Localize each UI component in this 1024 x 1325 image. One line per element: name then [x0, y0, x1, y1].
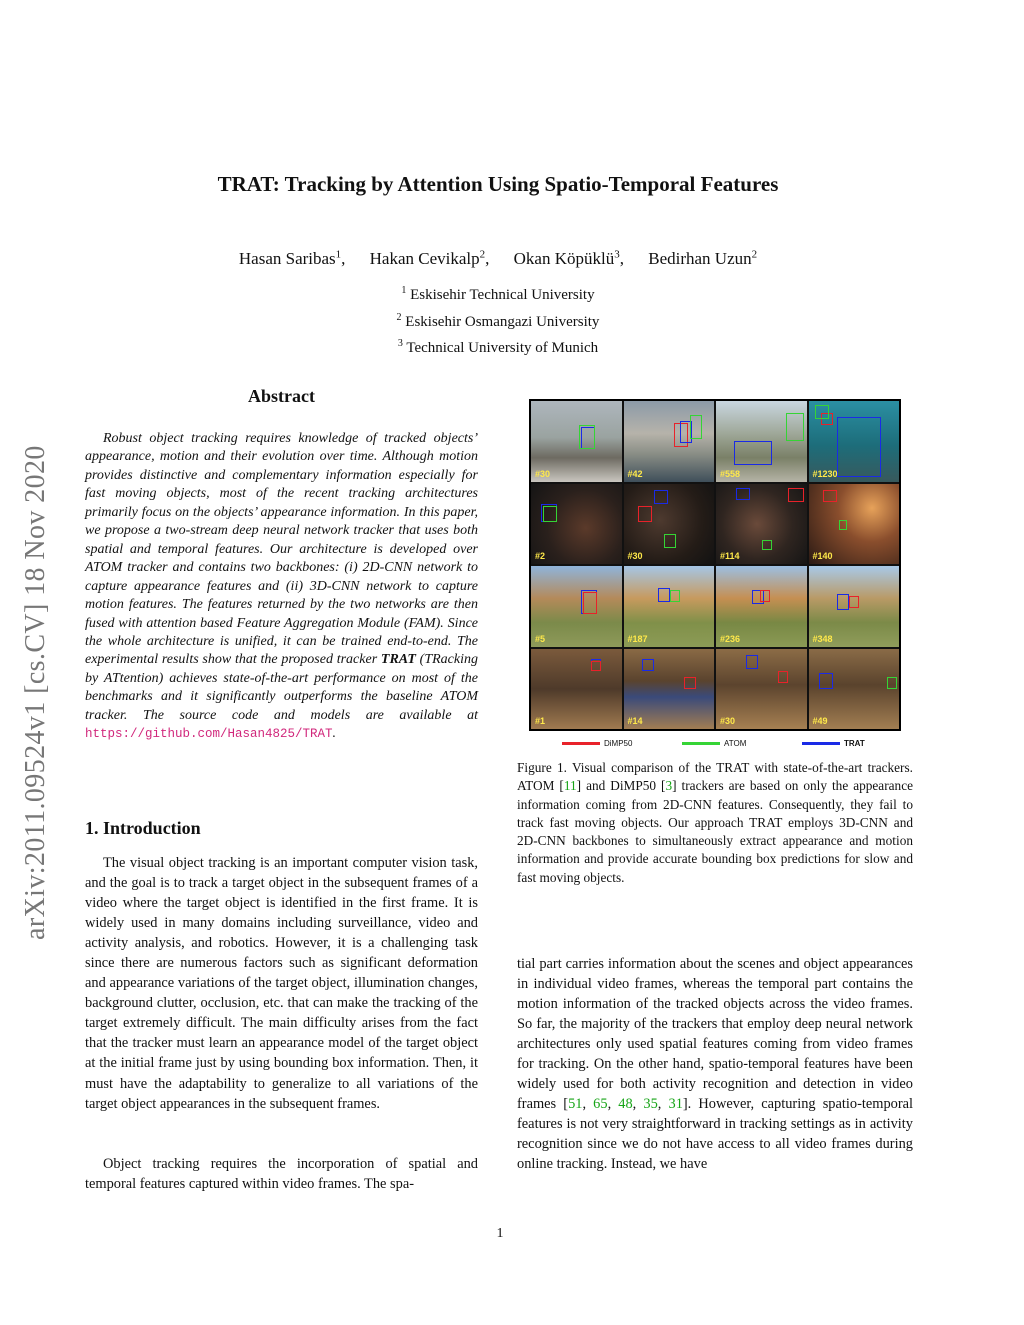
- bbox-dimp50: [760, 590, 770, 602]
- bbox-trat: [736, 488, 750, 500]
- bbox-atom: [839, 520, 847, 530]
- frame-tile: [531, 649, 622, 730]
- bbox-dimp50: [823, 490, 837, 502]
- frame-tile: [624, 649, 715, 730]
- legend-item-dimp50: [562, 739, 632, 748]
- frame-number: #187: [627, 633, 648, 644]
- author: [370, 249, 490, 268]
- frame-tile: [531, 401, 622, 482]
- bbox-atom: [786, 413, 804, 441]
- abstract-heading: Abstract: [248, 386, 315, 406]
- body-part: tial part carries information about the scenes and object appearances in individual video frames, whereas the temporal part contains the motion information of the tracked objects across the video frames. So far, the majority of the trackers that employ deep neural network architectures only used spatial features coming from video frames for tracking. On the other hand, spatio-temporal features have been widely used for both activity recognition and detection in video frames [: [517, 956, 913, 1113]
- bbox-dimp50: [778, 671, 788, 683]
- author: [648, 249, 757, 268]
- abstract-part: .: [332, 726, 337, 742]
- bbox-dimp50: [788, 488, 804, 502]
- affiliation-list: [80, 280, 916, 360]
- affil-index: 2: [396, 311, 402, 323]
- frame-tile: [809, 484, 900, 565]
- figure-1-image-grid: [529, 399, 901, 731]
- author-name: Bedirhan Uzun: [648, 248, 752, 268]
- bbox-atom: [670, 590, 680, 602]
- frame-tile: [809, 401, 900, 482]
- bbox-atom: [815, 405, 829, 419]
- legend-label: DiMP50: [604, 739, 633, 748]
- author-list: [80, 248, 916, 269]
- legend-label: TRAT: [844, 739, 865, 748]
- frame-number: #30: [627, 551, 643, 561]
- page-number: 1: [496, 1226, 504, 1241]
- abstract-text: [85, 430, 478, 744]
- caption-part: ] trackers are based on only the appearance information coming from 2D-CNN features. Consequently, they fail to track fast moving objects. Our approach TRAT employs 3D-CNN and 2D-CNN backbones to simultaneously extract appearance and motion information and provide accurate bounding box predictions for slow and fast moving objects.: [517, 778, 913, 885]
- legend-swatch: [682, 742, 720, 745]
- intro-paragraph: The visual object tracking is an important computer vision task, and the goal is to track a target object in the subsequent frames of a video where the target object is identified in the first frame. It is widely used in many domains including surveillance, video and activity analysis, and robotics. However, it is a challenging task since there are numerous factors such as significant deformation and appearance variations of the target object, illumination changes, background clutter, occlusion, etc. that can make the tracking of the target extremely difficult. The main difficulty arises from the fact that the tracker must learn an appearance model of the target object at the initial frame just by using bounding box information. Then, it must have the adaptability to generalize to all variations of the target object appearances in the subsequent frames.: [85, 855, 478, 1112]
- figure-caption: [517, 759, 913, 887]
- bbox-dimp50: [583, 592, 597, 614]
- legend-swatch: [562, 742, 600, 745]
- citation-link[interactable]: 11: [563, 778, 577, 794]
- citation-link[interactable]: 65: [593, 1096, 608, 1113]
- author-sep: ,: [485, 248, 490, 268]
- author-affil-index: 2: [479, 248, 486, 260]
- affiliation: [80, 307, 916, 334]
- author: [514, 249, 624, 268]
- citation-link[interactable]: 31: [668, 1096, 683, 1113]
- author-sep: ,: [341, 248, 346, 268]
- frame-number: #1230: [812, 468, 838, 479]
- frame-number: #49: [812, 716, 828, 726]
- frame-tile: [809, 566, 900, 647]
- frame-tile: [531, 484, 622, 565]
- author-affil-index: 1: [335, 248, 342, 260]
- intro-paragraph: Object tracking requires the incorporation of spatial and temporal features captured within video frames. The spa-: [85, 1156, 478, 1193]
- frame-tile: [716, 484, 807, 565]
- affil-name: Eskisehir Technical University: [410, 287, 595, 303]
- body-paragraph: tial part carries information about the scenes and object appearances in individual video frames, whereas the temporal part contains the motion information of the tracked objects across the video frames. So far, the majority of the trackers that employ deep neural network architectures only used spatial features coming from video frames for tracking. On the other hand, spatio-temporal features have been widely used for both activity recognition and detection in video frames [51, 65, 48, 35, 31]. However, capturing spatio-temporal features is not very straightforward in tracking settings as in activity recognition since we do not have access to all video frames during online tracking. Instead, we have: [517, 956, 914, 1173]
- affil-index: 1: [401, 285, 407, 296]
- author-name: Hakan Cevikalp: [369, 248, 480, 268]
- abstract-part: Robust object tracking requires knowledge of tracked objects’ appearance, motion and their evolution over time. Although motion provides distinctive and complementary information especially for fast moving objects, most of the recent tracking architectures primarily focus on the objects’ appearance information. In this paper, we propose a two-stream deep neural network tracker that uses both spatial and temporal features. Our architecture is developed over ATOM tracker and contains two backbones: (i) 2D-CNN network to capture appearance features and (ii) 3D-CNN network to capture motion features. The features returned by the two networks are then fused with attention based Feature Aggregation Module (FAM). Since the whole architecture is unified, it can be trained end-to-end. The experimental results show that the proposed tracker: [85, 431, 478, 668]
- frame-tile: [624, 401, 715, 482]
- legend-item-trat: [802, 739, 865, 748]
- affiliation: [80, 333, 916, 360]
- frame-number: #140: [812, 551, 833, 561]
- bbox-trat: [819, 673, 833, 689]
- bbox-trat: [734, 441, 772, 465]
- affil-index: 3: [397, 338, 403, 349]
- frame-number: #42: [627, 468, 643, 479]
- abstract-trat-emphasis: TRAT: [380, 652, 416, 668]
- paper-title: TRAT: Tracking by Attention Using Spatio-Temporal Features: [217, 172, 779, 196]
- bbox-trat: [658, 588, 670, 602]
- frame-tile: [624, 484, 715, 565]
- bbox-trat: [654, 490, 668, 504]
- author-name: Okan Köpüklü: [513, 248, 615, 268]
- frame-tile: [624, 566, 715, 647]
- citation-link[interactable]: 3: [665, 778, 673, 794]
- bbox-atom: [887, 677, 897, 689]
- legend-swatch: [802, 742, 840, 745]
- author-name: Hasan Saribas: [238, 248, 336, 268]
- citation-link[interactable]: 35: [643, 1096, 658, 1113]
- citation-link[interactable]: 51: [568, 1096, 583, 1113]
- bbox-trat: [746, 655, 758, 669]
- frame-tile: [716, 401, 807, 482]
- frame-number: #348: [812, 633, 833, 644]
- frame-tile: [716, 649, 807, 730]
- citation-link[interactable]: 48: [618, 1096, 633, 1113]
- figure-legend: [562, 739, 902, 751]
- bbox-dimp50: [684, 677, 696, 689]
- legend-label: ATOM: [724, 739, 747, 748]
- author-affil-index: 3: [614, 248, 620, 260]
- frame-number: #2: [535, 551, 546, 561]
- author-affil-index: 2: [751, 248, 758, 260]
- legend-item-atom: [682, 739, 746, 748]
- frame-number: #558: [720, 468, 741, 479]
- frame-number: #14: [627, 716, 643, 726]
- bbox-dimp50: [638, 506, 652, 522]
- frame-number: #114: [720, 551, 740, 561]
- bbox-atom: [579, 425, 595, 449]
- frame-tile: [716, 566, 807, 647]
- bbox-atom: [664, 534, 676, 548]
- bbox-trat: [837, 594, 849, 610]
- bbox-trat: [837, 417, 881, 477]
- affil-name: Eskisehir Osmangazi University: [405, 313, 600, 330]
- arxiv-stamp: arXiv:2011.09524v1 [cs.CV] 18 Nov 2020: [20, 445, 51, 940]
- bbox-atom: [543, 506, 557, 522]
- affiliation: [80, 280, 916, 307]
- caption-part: ] and DiMP50 [: [576, 778, 666, 794]
- bbox-dimp50: [849, 596, 859, 608]
- bbox-atom: [762, 540, 772, 550]
- code-link[interactable]: https://github.com/Hasan4825/TRAT: [85, 727, 333, 742]
- frame-number: #5: [535, 633, 546, 644]
- bbox-trat: [642, 659, 654, 671]
- abstract-part: (TRacking by ATtention) achieves state-of-the-art performance on most of the benchmarks and it significantly outperforms the baseline ATOM tracker. The source code and models are available at: [85, 652, 478, 723]
- frame-number: #236: [720, 633, 741, 644]
- frame-tile: [809, 649, 900, 730]
- frame-number: #1: [535, 716, 546, 726]
- bbox-atom: [690, 415, 702, 439]
- author-sep: ,: [619, 248, 624, 268]
- frame-number: #30: [720, 716, 736, 726]
- bbox-dimp50: [591, 661, 601, 671]
- caption-part: Figure 1. Visual comparison of the TRAT with state-of-the-art trackers. ATOM [: [517, 760, 913, 794]
- intro-heading: 1. Introduction: [85, 818, 201, 838]
- affil-name: Technical University of Munich: [406, 340, 599, 356]
- body-part: ]. However, capturing spatio-temporal features is not very straightforward in tracking settings as in activity recognition since we do not have access to all video frames during online tracking. Instead, we have: [517, 1096, 914, 1173]
- frame-number: #30: [535, 468, 551, 479]
- author: [239, 249, 346, 268]
- frame-tile: [531, 566, 622, 647]
